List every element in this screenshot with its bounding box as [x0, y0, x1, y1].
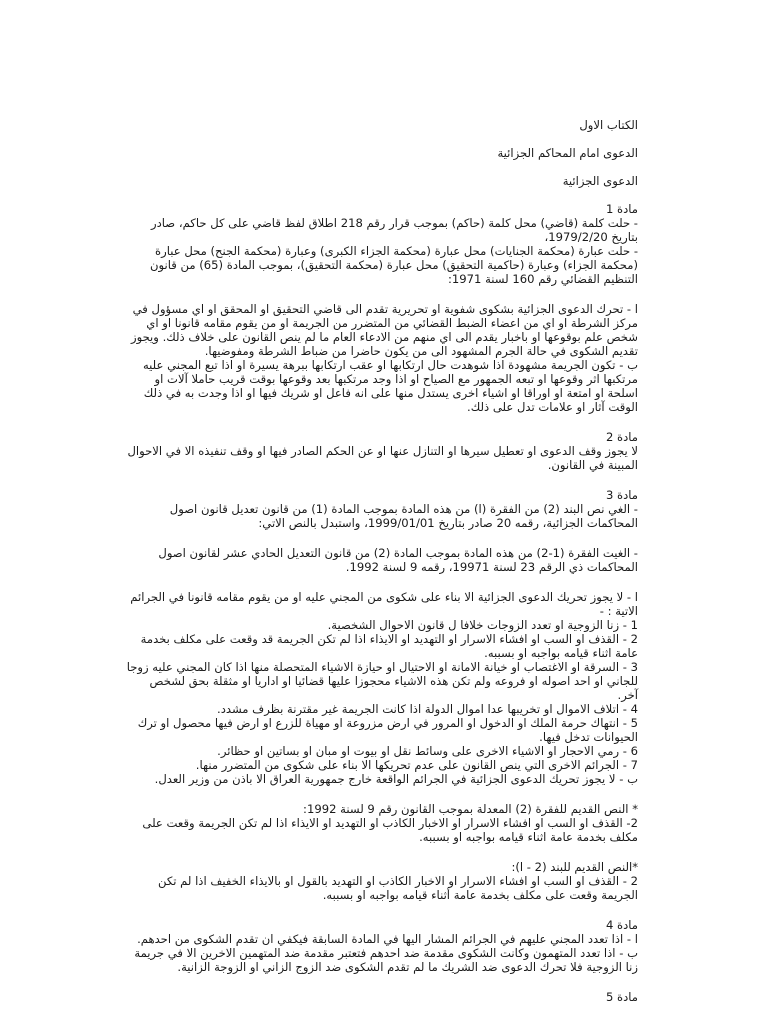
text-line: الكتاب الاول — [579, 118, 638, 132]
article-heading: مادة 4 — [605, 918, 638, 932]
article-heading: مادة 3 — [605, 488, 638, 502]
text-line: - الغيت الفقرة (1-2) من هذه المادة بموجب المادة (2) من قانون التعديل الحادي عشر لقانون اصول المحاكمات ذي الرقم 23 لسنة 19971، رقمه 9 لسنة 1992. — [158, 546, 638, 574]
section-title — [126, 146, 638, 160]
text-line: 2 - القذف او السب او افشاء الاسرار او التهديد او الايذاء اذا لم تكن الجريمة قد وقعت على مكلف بخدمة عامة اثناء قيامه بواجبه او بسببه. — [140, 632, 638, 660]
article-2 — [126, 430, 638, 472]
article-heading: مادة 5 — [605, 990, 638, 1004]
text-line: 5 - انتهاك حرمة الملك او الدخول او المرور في ارض مزروعة او مهياة للزرع او ارض فيها محصول او ترك الحيوانات تدخل فيها. — [137, 716, 638, 744]
text-line: 2 - القذف او السب او افشاء الاسرار او الاخبار الكاذب او التهديد بالقول او بالايذاء الخفيف اذا لم تكن الجريمة وقعت على مكلف بخدمة عامة أثناء قيامه بواجبه او بسببه. — [158, 874, 638, 902]
book-title — [126, 118, 638, 132]
subsection-title — [126, 174, 638, 188]
old-text-note-2 — [126, 860, 638, 902]
text-line: - الغي نص البند (2) من الفقرة (ا) من هذه المادة بموجب المادة (1) من قانون تعديل قانون اصول المحاكمات الجزائية، رقمه 20 صادر بتاريخ 1999/01/01، واستبدل بالنص الاتي: — [169, 502, 638, 530]
article-5 — [126, 990, 638, 1004]
text-line: - حلت عبارة (محكمة الجنايات) محل عبارة (محكمة الجزاء الكبرى) وعبارة (محكمة الجنح) محل عبارة (محكمة الجزاء) وعبارة (حاكمية التحقيق) محل عبارة (محكمة التحقيق)، بموجب المادة (65) من قانون التنظيم القضائي رقم 160 لسنة 1971: — [150, 244, 638, 286]
article-3 — [126, 488, 638, 530]
text-line: 6 - رمي الاحجار او الاشياء الاخرى على وسائط نقل او بيوت او مبان او بساتين او حظائر. — [217, 744, 638, 758]
article-heading: مادة 1 — [605, 202, 638, 216]
article-heading: مادة 2 — [605, 430, 638, 444]
text-line: ب - اذا تعدد المتهمون وكانت الشكوى مقدمة ضد احدهم فتعتبر مقدمة ضد المتهمين الاخرين الا في جريمة زنا الزوجية فلا تحرك الدعوى ضد الشريك ما لم تقدم الشكوى ضد الزوج الزاني او الزوجة الزانية. — [134, 946, 638, 974]
text-line: 2- القذف او السب او افشاء الاسرار او الاخبار الكاذب او التهديد او الايذاء اذا لم تكن الجريمة وقعت على مكلف بخدمة عامة اثناء قيامه بواجبه او بسببه. — [142, 816, 638, 844]
article-3-note — [126, 546, 638, 574]
article-1-clauses — [126, 302, 638, 414]
text-line: 7 - الجرائم الاخرى التي ينص القانون على عدم تحريكها الا بناء على شكوى من المتضرر منها. — [195, 758, 638, 772]
text-line: *النص القديم للبند (2 - ا): — [511, 860, 638, 874]
text-line: ا - لا يجوز تحريك الدعوى الجزائية الا بناء على شكوى من المجني عليه او من يقوم مقامه قانونا في الجرائم الاتية : - — [130, 590, 638, 618]
text-line: ا - تحرك الدعوى الجزائية بشكوى شفوية او تحريرية تقدم الى قاضي التحقيق او المحقق او اي مسؤول في مركز الشرطة او اي من اعضاء الضبط القضائي من المتضرر من الجريمة او من يقوم مقامه قانونا او اي شخص علم بوقوعها او باخبار يقدم الى اي منهم من الادعاء العام ما لم ينص القانون على خلاف ذلك. ويجوز تقديم الشكوى في حالة الجرم المشهود الى من يكون حاضرا من ضباط الشرطة ومفوضيها. — [130, 302, 638, 358]
text-line: ب - تكون الجريمة مشهودة اذا شوهدت حال ارتكابها او عقب ارتكابها ببرهة يسيرة او اذا تبع المجني عليه مرتكبها اثر وقوعها او تبعه الجمهور مع الصياح او اذا وجد مرتكبها بعد وقوعها بوقت قريب حاملا آلات او اسلحة او امتعة او اوراقا او اشياء اخرى يستدل منها على انه فاعل او شريك فيها او اذا وجدت به في ذلك الوقت آثار او علامات تدل على ذلك. — [142, 358, 638, 414]
article-1 — [126, 202, 638, 286]
document-page — [126, 118, 638, 1016]
article-4 — [126, 918, 638, 974]
text-line: 1 - زنا الزوجية او تعدد الزوجات خلافا ل قانون الاحوال الشخصية. — [327, 618, 638, 632]
text-line: * النص القديم للفقرة (2) المعدلة بموجب القانون رقم 9 لسنة 1992: — [303, 802, 638, 816]
text-line: 4 - اتلاف الاموال او تخريبها عدا اموال الدولة اذا كانت الجريمة غير مقترنة بظرف مشدد. — [217, 702, 638, 716]
text-line: 3 - السرقة او الاغتصاب او خيانة الامانة او الاحتيال او حيازة الاشياء المتحصلة منها اذا كان المجني عليه زوجا للجاني او احد اصوله او فروعه ولم تكن هذه الاشياء محجوزا عليها قضائيا او اداريا او مثقلة بحق لشخص آخر. — [126, 660, 638, 702]
text-line: ا - اذا تعدد المجني عليهم في الجرائم المشار اليها في المادة السابقة فيكفي ان تقدم الشكوى من احدهم. — [137, 932, 638, 946]
article-3-clauses — [126, 590, 638, 786]
text-line: الدعوى الجزائية — [562, 174, 638, 188]
text-line: - حلت كلمة (قاضي) محل كلمة (حاكم) بموجب قرار رقم 218 اطلاق لفظ قاضي على كل حاكم، صادر بتاريخ 1979/2/20، — [151, 216, 638, 244]
text-line: الدعوى امام المحاكم الجزائية — [497, 146, 638, 160]
text-line: ب - لا يجوز تحريك الدعوى الجزائية في الجرائم الواقعة خارج جمهورية العراق الا باذن من وزير العدل. — [154, 772, 638, 786]
old-text-note-1 — [126, 802, 638, 844]
text-line: لا يجوز وقف الدعوى او تعطيل سيرها او التنازل عنها او عن الحكم الصادر فيها او وقف تنفيذه الا في الاحوال المبينة في القانون. — [127, 444, 638, 472]
